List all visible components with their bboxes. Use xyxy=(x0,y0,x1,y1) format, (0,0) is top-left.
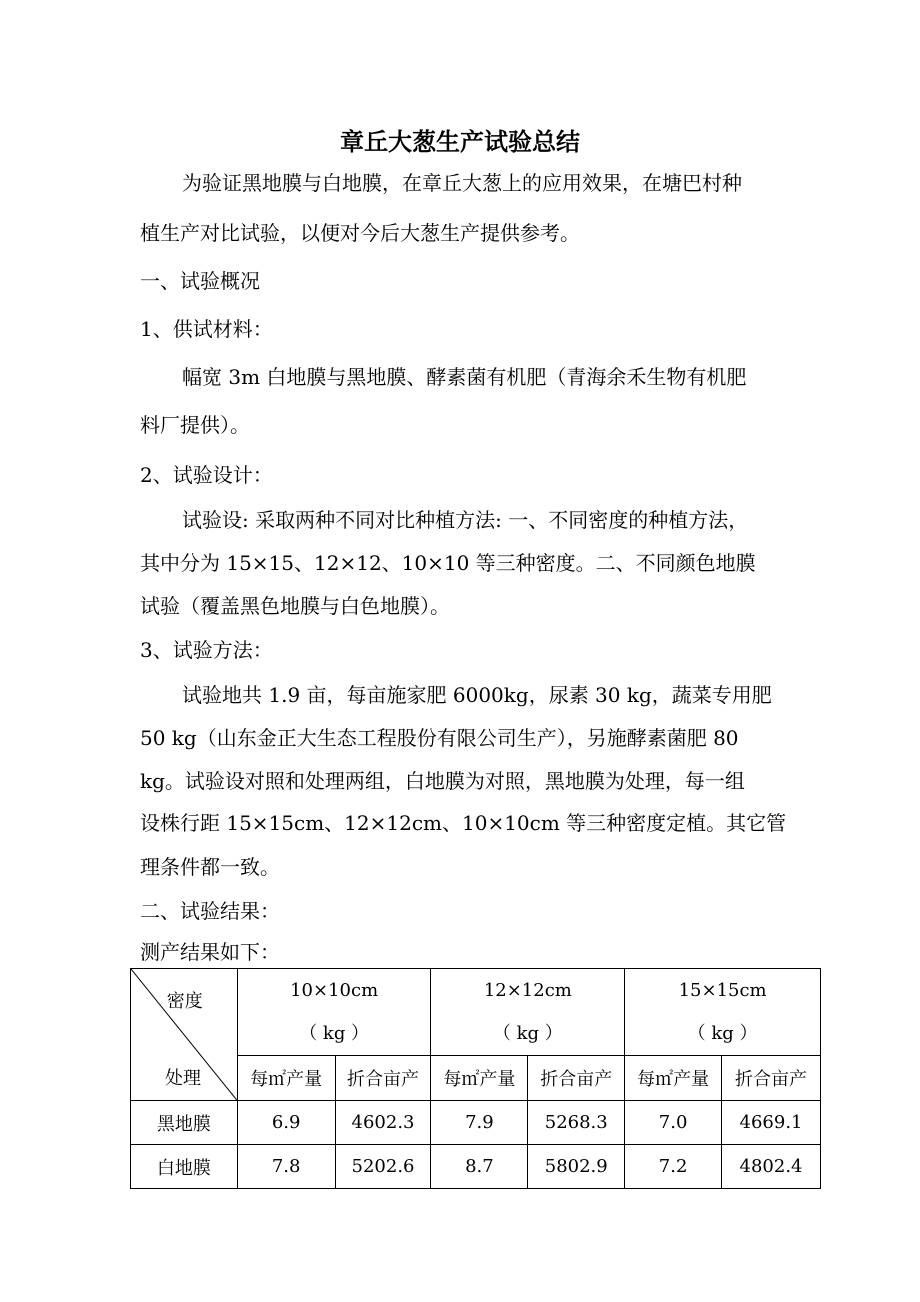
group-unit: （ kg ） xyxy=(687,1022,758,1044)
paragraph-line: 幅宽 3m 白地膜与黑地膜、酵素菌有机肥（青海余禾生物有机肥 xyxy=(182,365,747,389)
paragraph-line: 试验（覆盖黑色地膜与白色地膜）。 xyxy=(140,594,450,618)
table-cell: 7.9 xyxy=(431,1101,528,1145)
corner-bottom-label: 处理 xyxy=(165,1068,201,1089)
section-heading: 一、试验概况 xyxy=(140,269,260,293)
table-cell: 4802.4 xyxy=(722,1145,821,1189)
group-name: 12×12cm xyxy=(483,979,572,1001)
paragraph-line: 试验设: 采取两种不同对比种植方法: 一、不同密度的种植方法， xyxy=(182,508,749,532)
group-header xyxy=(237,969,431,1056)
subsection-heading: 1、供试材料： xyxy=(140,317,273,341)
table-cell: 7.0 xyxy=(625,1101,722,1145)
table-cell: 5802.9 xyxy=(528,1145,625,1189)
table-cell: 8.7 xyxy=(431,1145,528,1189)
table-cell: 7.8 xyxy=(237,1145,335,1189)
group-header xyxy=(431,969,625,1056)
paragraph-line: 料厂提供）。 xyxy=(140,413,250,437)
document-title: 章丘大葱生产试验总结 xyxy=(340,127,580,156)
corner-header-cell xyxy=(131,969,238,1101)
yield-table xyxy=(130,968,821,1189)
group-name: 15×15cm xyxy=(678,979,767,1001)
subheader-cell: 折合亩产 xyxy=(335,1056,431,1101)
table-cell: 7.2 xyxy=(625,1145,722,1189)
group-unit: （ kg ） xyxy=(299,1022,370,1044)
table-cell: 4669.1 xyxy=(722,1101,821,1145)
row-label: 黑地膜 xyxy=(131,1101,238,1145)
subheader-cell: 每㎡产量 xyxy=(237,1056,335,1101)
paragraph-line: 植生产对比试验，以便对今后大葱生产提供参考。 xyxy=(140,221,580,245)
group-header xyxy=(625,969,821,1056)
paragraph-line: 其中分为 15×15、12×12、10×10 等三种密度。二、不同颜色地膜 xyxy=(140,551,756,575)
corner-top-label: 密度 xyxy=(166,991,203,1012)
paragraph-line: 为验证黑地膜与白地膜，在章丘大葱上的应用效果，在塘巴村种 xyxy=(182,171,742,195)
paragraph-line: kg。试验设对照和处理两组，白地膜为对照，黑地膜为处理，每一组 xyxy=(140,769,745,793)
section-heading: 二、试验结果： xyxy=(140,899,280,923)
subsection-heading: 2、试验设计： xyxy=(140,463,273,487)
row-label: 白地膜 xyxy=(131,1145,238,1189)
group-name: 10×10cm xyxy=(290,979,379,1001)
group-unit: （ kg ） xyxy=(492,1022,563,1044)
subheader-cell: 折合亩产 xyxy=(722,1056,821,1101)
table-cell: 5202.6 xyxy=(335,1145,431,1189)
table-row xyxy=(131,1101,821,1145)
paragraph-line: 50 kg（山东金正大生态工程股份有限公司生产），另施酵素菌肥 80 xyxy=(140,726,739,750)
subheader-cell: 折合亩产 xyxy=(528,1056,625,1101)
subsection-heading: 3、试验方法： xyxy=(140,638,273,662)
table-cell: 6.9 xyxy=(237,1101,335,1145)
subheader-cell: 每㎡产量 xyxy=(625,1056,722,1101)
subheader-cell: 每㎡产量 xyxy=(431,1056,528,1101)
table-cell: 5268.3 xyxy=(528,1101,625,1145)
table-row xyxy=(131,1145,821,1189)
paragraph-line: 理条件都一致。 xyxy=(140,855,280,879)
paragraph-line: 设株行距 15×15cm、12×12cm、10×10cm 等三种密度定植。其它管 xyxy=(140,811,787,835)
paragraph-line: 试验地共 1.9 亩，每亩施家肥 6000kg，尿素 30 kg，蔬菜专用肥 xyxy=(182,683,772,707)
table-cell: 4602.3 xyxy=(335,1101,431,1145)
paragraph-line: 测产结果如下： xyxy=(140,940,280,964)
